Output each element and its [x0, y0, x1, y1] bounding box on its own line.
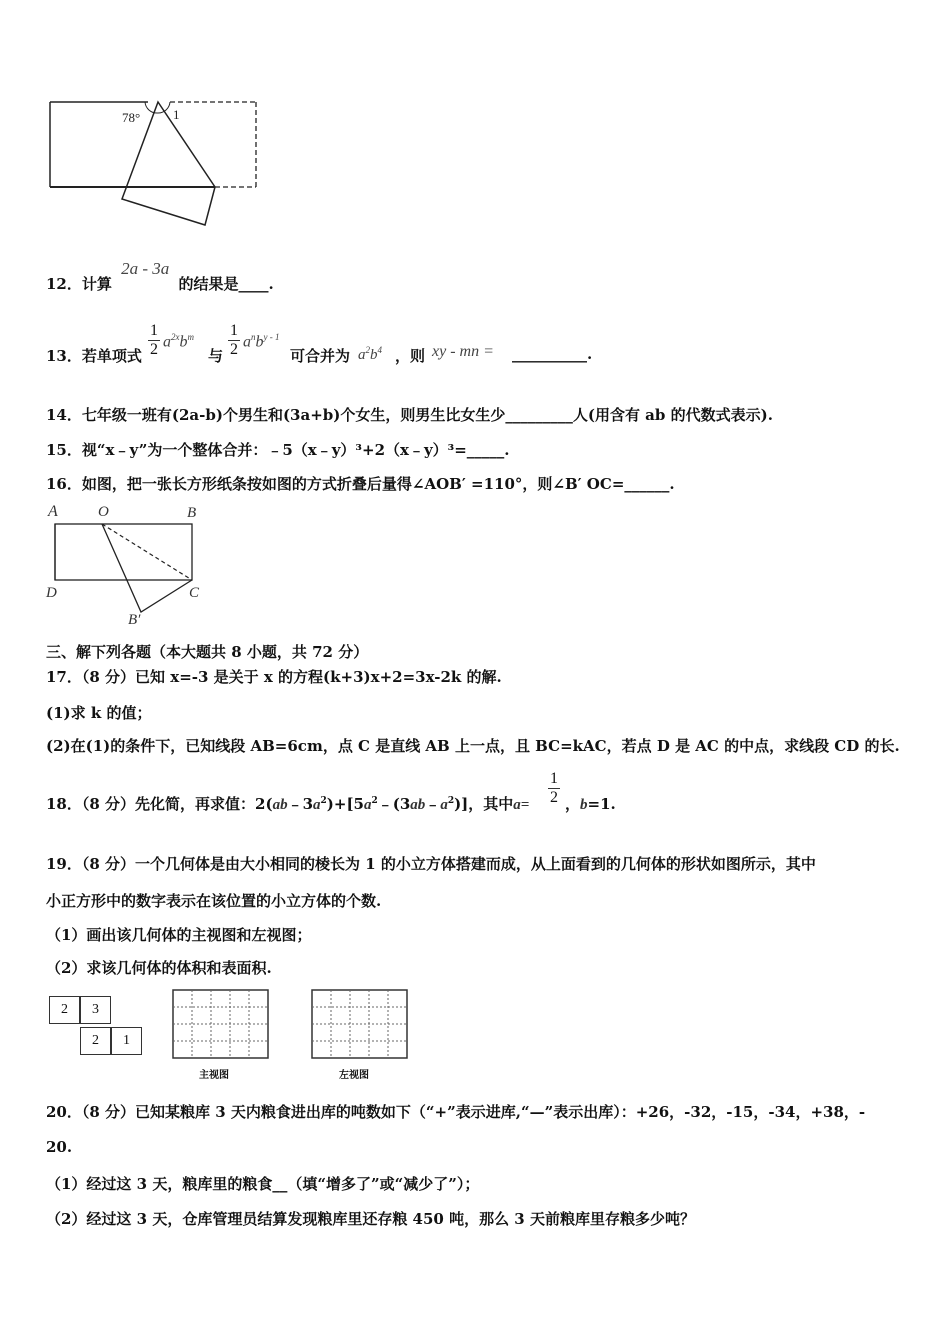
q13-frac2-den: 2 — [230, 341, 238, 358]
label-A: A — [48, 503, 58, 520]
q18-fraction — [548, 770, 560, 807]
q12-prefix: 12．计算 — [46, 275, 112, 293]
question-12 — [46, 259, 274, 294]
question-13-prefix: 13．若单项式 — [46, 347, 142, 365]
question-19-stem-2: 小正方形中的数字表示在该位置的小立方体的个数. — [46, 892, 382, 910]
fold-figure-q16 — [40, 500, 220, 630]
q13-fraction-1 — [148, 322, 160, 359]
top-view-cell: 3 — [80, 996, 111, 1024]
question-20-stem-2: 20. — [46, 1138, 73, 1156]
fold-figure-q11 — [40, 95, 270, 235]
q13-expression: xy - mn = — [432, 343, 494, 360]
label-B-prime: B′ — [128, 612, 141, 628]
q13-middle-text: 可合并为 — [290, 347, 351, 365]
question-15: 15．视“x﹣y”为一个整体合并：﹣5（x﹣y）³+2（x﹣y）³=_____. — [46, 441, 510, 459]
top-view-cell: 2 — [80, 1027, 111, 1055]
q13-frac2-num: 1 — [230, 322, 238, 339]
question-14: 14．七年级一班有(2a-b)个男生和(3a+b)个女生，则男生比女生少_________人(用含有 ab 的代数式表示). — [46, 406, 773, 424]
q13-result-monomial: $a^2b^4$ — [358, 345, 382, 363]
label-D: D — [46, 585, 57, 601]
question-17-part-1: (1)求 k 的值； — [46, 704, 152, 722]
label-B: B — [187, 505, 197, 521]
q18-tail: ，b=1. — [565, 795, 616, 813]
q12-suffix: 的结果是____. — [178, 275, 274, 293]
q13-frac1-num: 1 — [150, 322, 158, 339]
angle-1-label: 1 — [173, 107, 180, 122]
question-20-part-2: （2）经过这 3 天，仓库管理员结算发现粮库里还存粮 450 吨，那么 3 天前粮库里存粮多少吨？ — [46, 1210, 695, 1228]
section-3-title: 三、解下列各题（本大题共 8 小题，共 72 分） — [46, 643, 369, 661]
top-view-cell: 1 — [111, 1027, 142, 1055]
question-17-part-2: (2)在(1)的条件下，已知线段 AB=6cm，点 C 是直线 AB 上一点，且 BC=kAC，若点 D 是 AC 的中点，求线段 CD 的长. — [46, 737, 900, 755]
question-18: 18．（8 分）先化简，再求值：$2(ab﹣3a^2)+[5a^2﹣(3ab﹣a^2)]$，其中a= — [46, 795, 530, 813]
q13-then: ，则 — [395, 347, 426, 365]
question-17-stem: 17．（8 分）已知 x=-3 是关于 x 的方程(k+3)x+2=3x-2k 的解. — [46, 668, 502, 686]
question-20-stem-1: 20．（8 分）已知某粮库 3 天内粮食进出库的吨数如下（“+”表示进库,“—”表示出库）：+26，-32，-15，-34，+38，- — [46, 1103, 866, 1121]
q13-conjunction: 与 — [208, 347, 224, 365]
left-view-grid — [311, 989, 409, 1061]
front-view-caption: 主视图 — [199, 1070, 229, 1081]
question-16: 16．如图，把一张长方形纸条按如图的方式折叠后量得∠AOB′ =110°，则∠B′ OC=______. — [46, 475, 675, 493]
question-19-part-2: （2）求该几何体的体积和表面积. — [46, 959, 272, 977]
q18-frac-den: 2 — [550, 789, 558, 806]
top-view-cell: 2 — [49, 996, 80, 1024]
label-C: C — [189, 585, 200, 601]
top-view-figure — [49, 996, 145, 1056]
q18-frac-num: 1 — [550, 770, 558, 787]
front-view-grid — [172, 989, 270, 1061]
q13-frac1-den: 2 — [150, 341, 158, 358]
q13-blank: __________. — [512, 345, 593, 363]
question-19-part-1: （1）画出该几何体的主视图和左视图； — [46, 926, 312, 944]
angle-78-label: 78° — [122, 110, 141, 125]
q13-fraction-2 — [228, 322, 240, 359]
q12-expression: 2a - 3a — [121, 259, 170, 278]
q13-term-1: $a^{2x}b^m$ — [163, 332, 194, 351]
left-view-caption: 左视图 — [339, 1070, 369, 1081]
label-O: O — [98, 504, 109, 520]
question-19-stem-1: 19．（8 分）一个几何体是由大小相同的棱长为 1 的小立方体搭建而成，从上面看到的几何体的形状如图所示，其中 — [46, 855, 816, 873]
question-20-part-1: （1）经过这 3 天，粮库里的粮食__（填“增多了”或“减少了”）； — [46, 1175, 480, 1193]
q13-term-2: $a^nb^{y - 1}$ — [243, 332, 280, 351]
